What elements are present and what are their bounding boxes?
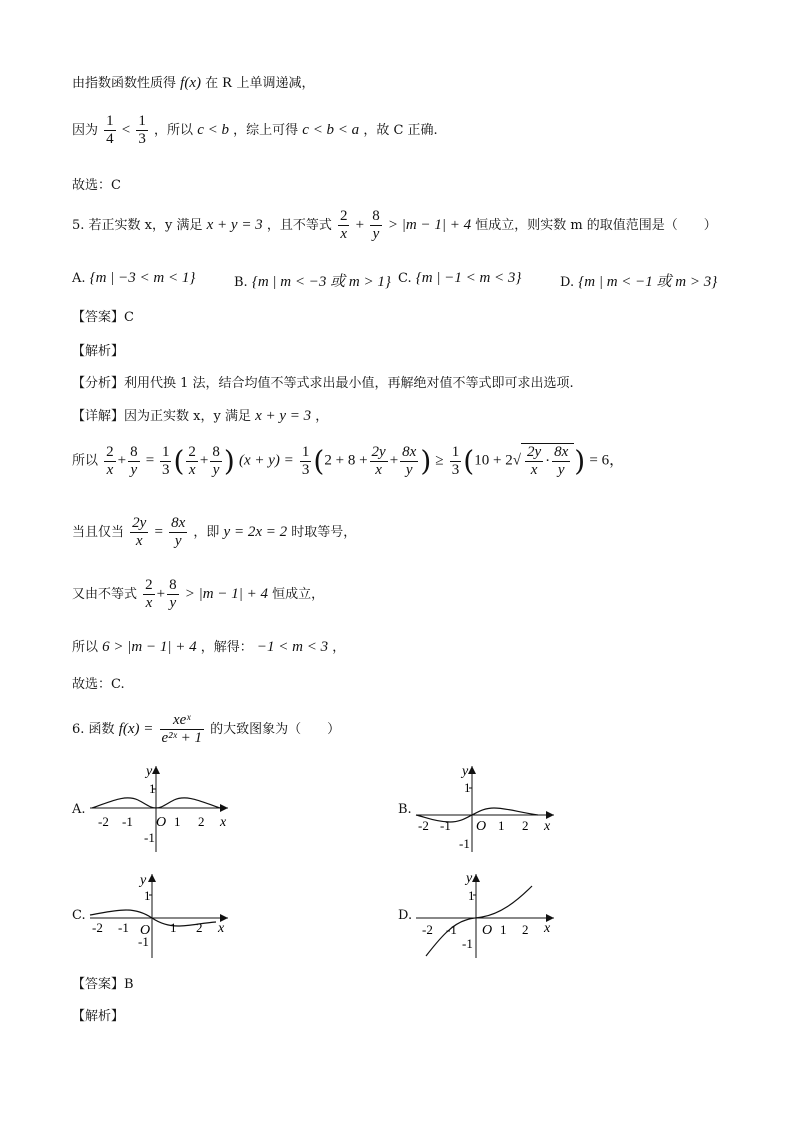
svg-text:1: 1	[464, 780, 471, 795]
svg-text:-2: -2	[92, 920, 103, 935]
svg-text:-1: -1	[446, 922, 457, 937]
svg-text:O: O	[156, 815, 167, 830]
graph-b-svg	[396, 760, 566, 860]
fraction-1-3: $\frac{1}{3}$	[138, 113, 146, 147]
svg-text:y: y	[466, 871, 473, 886]
q5-stem: 5. 若正实数 x，y 满足 x + y = 3 ，且不等式 $\frac{2}{x}$ + $\frac{8}{y}$ > |m − 1| + 4 恒成立，则实数 m 的取值范围是（ ）	[72, 208, 717, 242]
graph-a-label: A.	[72, 802, 86, 817]
q5-therefore: 所以 6 > |m − 1| + 4 ，解得： −1 < m < 3 ，	[72, 639, 346, 655]
svg-text:2: 2	[198, 814, 205, 829]
graph-c-svg	[70, 870, 240, 970]
graph-d-label: D.	[398, 908, 413, 923]
q5-again: 又由不等式 $\frac{2}{x}$ + $\frac{8}{y}$ > |m − 1| + 4 恒成立，	[72, 577, 325, 611]
fraction-1-4: $\frac{1}{4}$	[106, 113, 114, 147]
svg-text:x: x	[220, 815, 227, 830]
svg-text:O: O	[476, 819, 487, 834]
q5-fenxi: 【分析】利用代换 1 法，结合均值不等式求出最小值，再解绝对值不等式即可求出选项.	[72, 376, 574, 391]
svg-text:-1: -1	[118, 920, 129, 935]
fraction-8-y: $\frac{8}{y}$	[372, 208, 380, 242]
q6-stem: 6. 函数 f(x) = $\frac{\text{xeˣ}}{\text{e²ˣ + 1}}$ 的大致图象为（ ）	[72, 712, 341, 746]
svg-text:-2: -2	[422, 922, 433, 937]
q5-analysis-heading: 【解析】	[72, 344, 125, 359]
svg-text:1: 1	[174, 814, 181, 829]
graph-b-label: B.	[398, 802, 412, 817]
graph-a-svg	[70, 760, 240, 860]
svg-text:x: x	[218, 921, 225, 936]
svg-text:-1: -1	[122, 814, 133, 829]
fraction-function: $\frac{\text{xeˣ}}{\text{e²ˣ + 1}}$	[161, 712, 203, 746]
q6-answer: 【答案】B	[72, 977, 134, 992]
svg-text:y: y	[146, 764, 153, 779]
graph-c-label: C.	[72, 908, 86, 923]
svg-text:2: 2	[196, 920, 203, 935]
svg-text:O: O	[140, 923, 151, 938]
svg-text:-1: -1	[462, 936, 473, 951]
q5-equation: 所以 $\frac{2}{x}$ + $\frac{8}{y}$ = $\frac{1}{3}$ ( $\frac{2}{x}$ + $\frac{8}{y}$ ) (x + y) = $\frac{1}{3}$ (2 + 8 + $\frac{2y}{x}$ + $\frac{8x}{y}$ ) ≥ $\frac{1}{3}$ (10 + 2√ $\frac{2y}{x}$ · $\frac{8x}{y}$ ) = 6，	[72, 443, 625, 478]
math-fx: f(x)	[180, 75, 201, 91]
svg-text:1: 1	[498, 818, 505, 833]
svg-text:1: 1	[500, 922, 507, 937]
svg-text:2: 2	[522, 818, 529, 833]
svg-text:O: O	[482, 923, 493, 938]
svg-text:-1: -1	[459, 836, 470, 851]
prev-line-1: 由指数函数性质得 f(x) 在 R 上单调递减，	[72, 75, 315, 91]
q5-xiangjie: 【详解】因为正实数 x，y 满足 x + y = 3 ，	[72, 408, 329, 424]
svg-text:2: 2	[522, 922, 529, 937]
q5-equality-condition: 当且仅当 $\frac{2y}{x}$ = $\frac{8x}{y}$ ，即 y = 2x = 2 时取等号，	[72, 515, 357, 549]
svg-text:1: 1	[144, 888, 151, 903]
svg-text:1: 1	[468, 888, 475, 903]
svg-text:-1: -1	[440, 818, 451, 833]
svg-text:x: x	[544, 921, 551, 936]
prev-line-2: 因为 $\frac{1}{4}$ < $\frac{1}{3}$ ，所以 c < b ，综上可得 c < b < a ，故 C 正确.	[72, 113, 438, 147]
fraction-2-x: $\frac{2}{x}$	[339, 208, 348, 242]
svg-text:-2: -2	[98, 814, 109, 829]
q5-answer: 【答案】C	[72, 310, 134, 325]
q6-analysis-heading: 【解析】	[72, 1009, 125, 1024]
svg-text:1: 1	[170, 920, 177, 935]
svg-text:y: y	[140, 873, 147, 888]
svg-text:-1: -1	[144, 830, 155, 845]
graph-d-svg	[396, 870, 566, 970]
graph-option-d	[396, 870, 566, 970]
svg-text:1: 1	[149, 781, 156, 796]
option-b: B. {m | m < −3 或 m > 1}	[234, 274, 391, 290]
svg-text:-2: -2	[418, 818, 429, 833]
svg-text:y: y	[462, 764, 469, 779]
option-c: C. {m | −1 < m < 3}	[398, 270, 522, 286]
prev-choice: 故选：C	[72, 178, 121, 193]
graph-option-a	[70, 760, 240, 860]
graph-option-b	[396, 760, 566, 860]
graph-option-c	[70, 870, 240, 970]
svg-text:-1: -1	[138, 934, 149, 949]
q5-choice: 故选：C.	[72, 677, 125, 692]
option-a: A. {m | −3 < m < 1}	[72, 270, 196, 286]
option-d: D. {m | m < −1 或 m > 3}	[560, 274, 718, 290]
svg-text:x: x	[544, 819, 551, 834]
